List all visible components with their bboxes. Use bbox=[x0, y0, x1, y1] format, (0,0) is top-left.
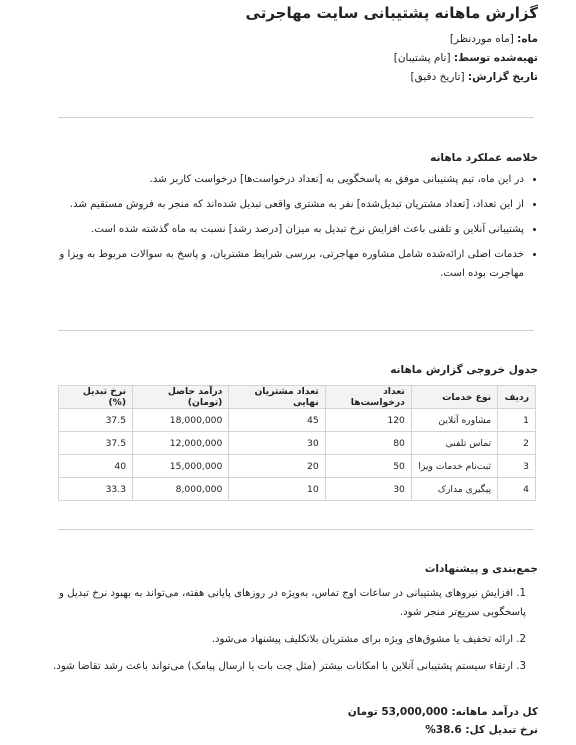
list-item: 2. ارائه تخفیف یا مشوق‌های ویژه برای مشتریان بلاتکلیف پیشنهاد می‌شود. bbox=[211, 634, 526, 645]
table-cell: 8,000,000 bbox=[133, 478, 229, 501]
table-cell: 15,000,000 bbox=[133, 455, 229, 478]
table-row bbox=[59, 478, 536, 501]
table-cell: 10 bbox=[229, 478, 325, 501]
table-row bbox=[59, 455, 536, 478]
table-cell: 45 bbox=[229, 409, 325, 432]
recommendations-title: جمع‌بندی و پیشنهادات bbox=[424, 563, 538, 575]
divider bbox=[58, 330, 534, 331]
table-cell: 1 bbox=[498, 409, 536, 432]
table-header-row bbox=[59, 386, 536, 409]
list-item: 1. افزایش نیروهای پشتیبانی در ساعات اوج تماس، به‌ویژه در روزهای پایانی هفته، می‌تواند به بهبود نرخ تبدیل و پاسخگویی سریع‌تر منجر شود. bbox=[59, 588, 526, 618]
summary-list bbox=[46, 170, 538, 289]
meta-date-value: [تاریخ دقیق] bbox=[410, 71, 465, 83]
report-table bbox=[58, 385, 536, 501]
table-cell: 4 bbox=[498, 478, 536, 501]
table-cell: 2 bbox=[498, 432, 536, 455]
table-cell: 30 bbox=[325, 478, 411, 501]
list-item: 3. ارتقاء سیستم پشتیبانی آنلاین با امکانات بیشتر (مثل چت بات یا ارسال پیامک) می‌تواند باعث رشد تقاضا شود. bbox=[53, 661, 526, 672]
meta-author-label: تهیه‌شده توسط: bbox=[453, 52, 538, 64]
meta-date-label: تاریخ گزارش: bbox=[467, 71, 538, 83]
table-header-cell: نوع خدمات bbox=[411, 386, 497, 409]
table-cell: تماس تلفنی bbox=[411, 432, 497, 455]
table-header-cell: تعداد درخواست‌ها bbox=[325, 386, 411, 409]
meta-month-value: [ماه موردنظر] bbox=[449, 33, 514, 45]
meta-month bbox=[450, 33, 538, 45]
list-item: • خدمات اصلی ارائه‌شده شامل مشاوره مهاجرتی، بررسی شرایط مشتریان، و پاسخ به سوالات مربوط به ویزا و مهاجرت بوده است. bbox=[46, 245, 524, 283]
table-cell: 3 bbox=[498, 455, 536, 478]
table-cell: 20 bbox=[229, 455, 325, 478]
table-cell: 18,000,000 bbox=[133, 409, 229, 432]
table-cell: 37.5 bbox=[59, 432, 133, 455]
table-header-cell: ردیف bbox=[498, 386, 536, 409]
divider bbox=[58, 529, 534, 530]
total-conversion: نرخ تبدیل کل: 38.6% bbox=[425, 724, 538, 736]
table-header-cell: تعداد مشتریان نهایی bbox=[229, 386, 325, 409]
table-section-title: جدول خروجی گزارش ماهانه bbox=[390, 364, 538, 376]
total-revenue: کل درآمد ماهانه: 53,000,000 تومان bbox=[347, 706, 538, 718]
meta-date bbox=[411, 71, 538, 83]
list-item: • در این ماه، تیم پشتیبانی موفق به پاسخگویی به [تعداد درخواست‌ها] درخواست کاربر شد. bbox=[46, 170, 524, 189]
table-cell: 120 bbox=[325, 409, 411, 432]
table-cell: 50 bbox=[325, 455, 411, 478]
meta-month-label: ماه: bbox=[517, 33, 538, 45]
table-row bbox=[59, 432, 536, 455]
page-title: گزارش ماهانه پشتیبانی سایت مهاجرتی bbox=[245, 4, 538, 22]
summary-section-title: خلاصه عملکرد ماهانه bbox=[430, 152, 538, 164]
table-cell: 37.5 bbox=[59, 409, 133, 432]
table-cell: 12,000,000 bbox=[133, 432, 229, 455]
meta-author-value: [نام پشتیبان] bbox=[393, 52, 451, 64]
table-header-cell: درآمد حاصل (تومان) bbox=[133, 386, 229, 409]
table-header-cell: نرخ تبدیل (%) bbox=[59, 386, 133, 409]
table-cell: 80 bbox=[325, 432, 411, 455]
table-cell: 40 bbox=[59, 455, 133, 478]
table-cell: 30 bbox=[229, 432, 325, 455]
list-item: • پشتیبانی آنلاین و تلفنی باعث افزایش نرخ تبدیل به میزان [درصد رشد] نسبت به ماه گذشته شده است. bbox=[46, 220, 524, 239]
table-cell: پیگیری مدارک bbox=[411, 478, 497, 501]
table-cell: 33.3 bbox=[59, 478, 133, 501]
divider bbox=[58, 117, 534, 118]
list-item: • از این تعداد، [تعداد مشتریان تبدیل‌شده] نفر به مشتری واقعی تبدیل شده‌اند که منجر به فروش مستقیم شد. bbox=[46, 195, 524, 214]
recommendations-list bbox=[48, 584, 538, 684]
table-row bbox=[59, 409, 536, 432]
meta-author bbox=[394, 52, 538, 64]
table-cell: مشاوره آنلاین bbox=[411, 409, 497, 432]
table-cell: ثبت‌نام خدمات ویزا bbox=[411, 455, 497, 478]
